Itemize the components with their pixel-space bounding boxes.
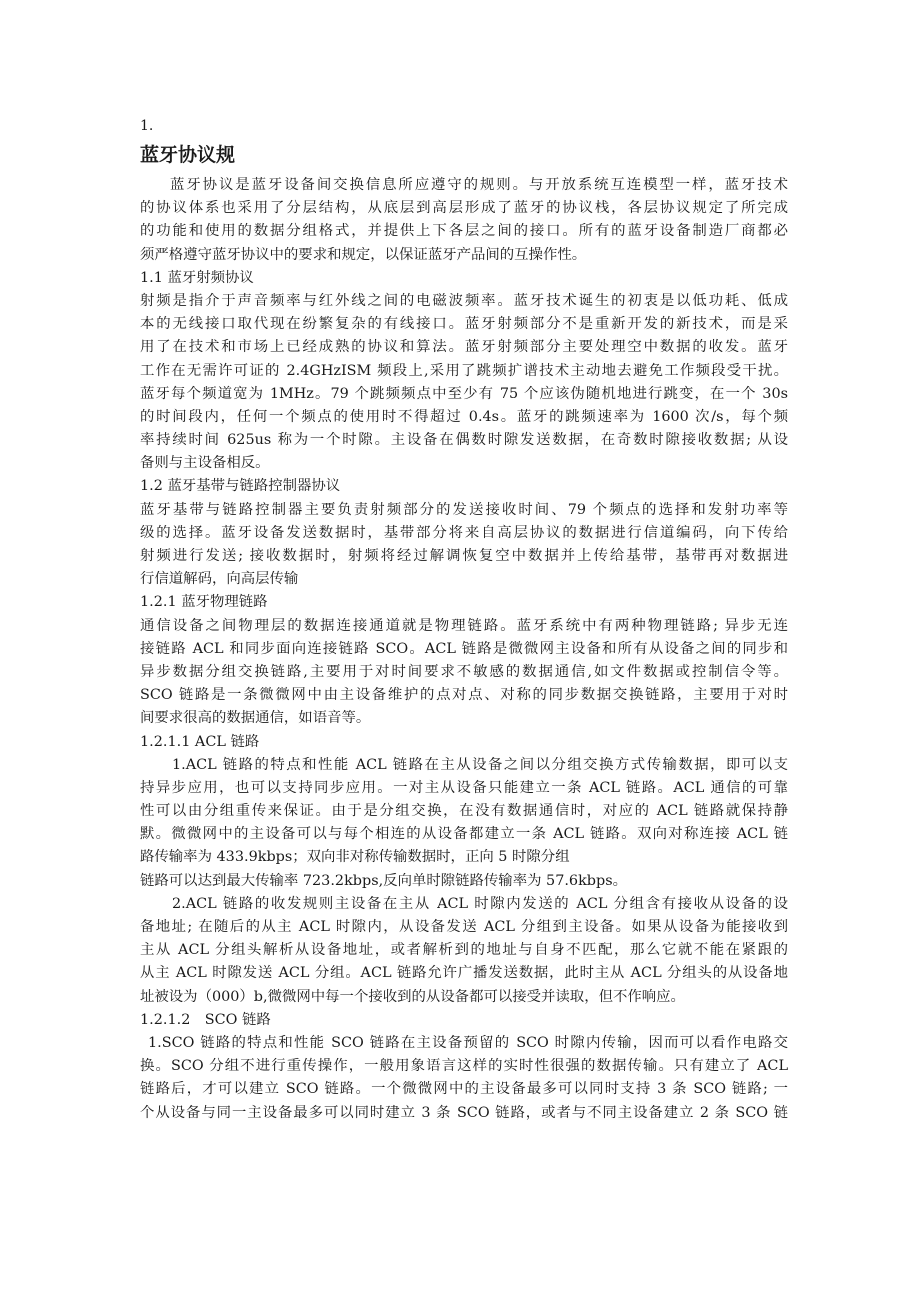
text-line: 行信道解码，向高层传输 — [140, 571, 299, 588]
intro-paragraph — [140, 174, 788, 267]
text-line: 异步数据分组交换链路,主要用于对时间要求不敏感的数据通信,如文件数据或控制信令等。 — [140, 663, 788, 680]
text-line: 链路后，才可以建立 SCO 链路。一个微微网中的主设备最多可以同时支持 3 条 SCO 链路; 一 — [140, 1081, 788, 1098]
text-line: 级的选择。蓝牙设备发送数据时，基带部分将来自高层协议的数据进行信道编码，向下传给 — [140, 524, 788, 541]
section-heading-1-2: 1.2 蓝牙基带与链路控制器协议 — [140, 478, 341, 495]
text-line: 蓝牙基带与链路控制器主要负责射频部分的发送接收时间、79 个频点的选择和发射功率等 — [140, 501, 788, 518]
acl-paragraph-2 — [140, 893, 788, 1009]
text-line: 2.ACL 链路的收发规则主设备在主从 ACL 时隙内发送的 ACL 分组含有接收从设备的设 — [172, 895, 788, 912]
text-line: 通信设备之间物理层的数据连接通道就是物理链路。蓝牙系统中有两种物理链路; 异步无连 — [140, 617, 788, 634]
section-number: 1. — [140, 118, 154, 134]
text-line: 路传输率为 433.9kbps；双向非对称传输数据时，正向 5 时隙分组 — [140, 849, 570, 866]
text-line: 射频进行发送; 接收数据时，射频将经过解调恢复空中数据并上传给基带，基带再对数据进 — [140, 548, 788, 564]
text-line: 址被设为（000）b,微微网中每一个接收到的从设备都可以接受并读取，但不作响应。 — [140, 988, 685, 1005]
section-1-2-1-body — [140, 615, 788, 731]
text-line: 本的无线接口取代现在纷繁复杂的有线接口。蓝牙射频部分不是重新开发的新技术，而是采 — [140, 316, 788, 333]
text-line: 1.ACL 链路的特点和性能 ACL 链路在主从设备之间以分组交换方式传输数据，即可以支 — [172, 756, 788, 773]
text-line: 的协议体系也采用了分层结构，从底层到高层形成了蓝牙的协议栈，各层协议规定了所完成 — [140, 200, 788, 217]
section-heading-1-1: 1.1 蓝牙射频协议 — [140, 269, 254, 286]
document-title: 蓝牙协议规 — [140, 144, 236, 166]
text-line: 1.SCO 链路的特点和性能 SCO 链路在主设备预留的 SCO 时隙内传输，因而可以看作电路交 — [148, 1034, 788, 1051]
text-line: 的时间段内，任何一个频点的使用时不得超过 0.4s。蓝牙的跳频速率为 1600 次/s，每个频 — [140, 408, 788, 425]
text-line: 须严格遵守蓝牙协议中的要求和规定，以保证蓝牙产品间的互操作性。 — [140, 246, 587, 263]
text-line: SCO 链路是一条微微网中由主设备维护的点对点、对称的同步数据交换链路，主要用于对时 — [140, 687, 788, 704]
text-line: 工作在无需许可证的 2.4GHzISM 频段上,采用了跳频扩谱技术主动地去避免工作频段受干扰。 — [140, 362, 788, 379]
text-line: 从主 ACL 时隙发送 ACL 分组。ACL 链路允许广播发送数据，此时主从 ACL 分组头的从设备地 — [140, 965, 788, 982]
text-line: 默。微微网中的主设备可以与每个相连的从设备都建立一条 ACL 链路。双向对称连接 ACL 链 — [140, 826, 788, 843]
text-line: 接链路 ACL 和同步面向连接链路 SCO。ACL 链路是微微网主设备和所有从设备之间的同步和 — [140, 640, 788, 657]
section-heading-1-2-1: 1.2.1 蓝牙物理链路 — [140, 594, 268, 611]
section-heading-1-2-1-2: 1.2.1.2 SCO 链路 — [140, 1011, 271, 1028]
section-heading-1-2-1-1: 1.2.1.1 ACL 链路 — [140, 733, 260, 750]
text-line: 射频是指介于声音频率与红外线之间的电磁波频率。蓝牙技术诞生的初衷是以低功耗、低成 — [140, 292, 788, 309]
text-line: 蓝牙协议是蓝牙设备间交换信息所应遵守的规则。与开放系统互连模型一样，蓝牙技术 — [170, 177, 788, 193]
text-line: 用了在技术和市场上已经成熟的协议和算法。蓝牙射频部分主要处理空中数据的收发。蓝牙 — [140, 339, 788, 356]
text-line: 间要求很高的数据通信，如语音等。 — [140, 710, 371, 727]
text-line: 的功能和使用的数据分组格式，并提供上下各层之间的接口。所有的蓝牙设备制造厂商都必 — [140, 223, 788, 240]
document-page — [140, 112, 788, 1125]
text-line: 蓝牙每个频道宽为 1MHz。79 个跳频频点中至少有 75 个应该伪随机地进行跳变，在一个 30s — [140, 385, 788, 402]
text-line: 备则与主设备相反。 — [140, 455, 270, 472]
section-1-1-body — [140, 290, 788, 476]
text-line: 持异步应用，也可以支持同步应用。一对主从设备只能建立一条 ACL 链路。ACL 通信的可靠 — [140, 779, 788, 796]
text-line: 性可以由分组重传来保证。由于是分组交换，在没有数据通信时，对应的 ACL 链路就保持静 — [140, 803, 788, 820]
text-line: 率持续时间 625us 称为一个时隙。主设备在偶数时隙发送数据，在奇数时隙接收数据; 从设 — [140, 432, 788, 449]
acl-paragraph-1 — [140, 754, 788, 893]
text-line: 链路可以达到最大传输率 723.2kbps,反向单时隙链路传输率为 57.6kbps。 — [140, 872, 628, 889]
text-line: 备地址; 在随后的从主 ACL 时隙内，从设备发送 ACL 分组到主设备。如果从设备为能接收到 — [140, 919, 788, 935]
text-line: 主从 ACL 分组头解析从设备地址，或者解析到的地址与自身不匹配，那么它就不能在紧跟的 — [140, 942, 788, 959]
section-1-2-body — [140, 499, 788, 592]
text-line: 个从设备与同一主设备最多可以同时建立 3 条 SCO 链路，或者与不同主设备建立 2 条 SCO 链 — [140, 1104, 788, 1121]
text-line: 换。SCO 分组不进行重传操作，一般用象语言这样的实时性很强的数据传输。只有建立了 ACL — [140, 1058, 788, 1075]
sco-paragraph-1 — [140, 1032, 788, 1125]
